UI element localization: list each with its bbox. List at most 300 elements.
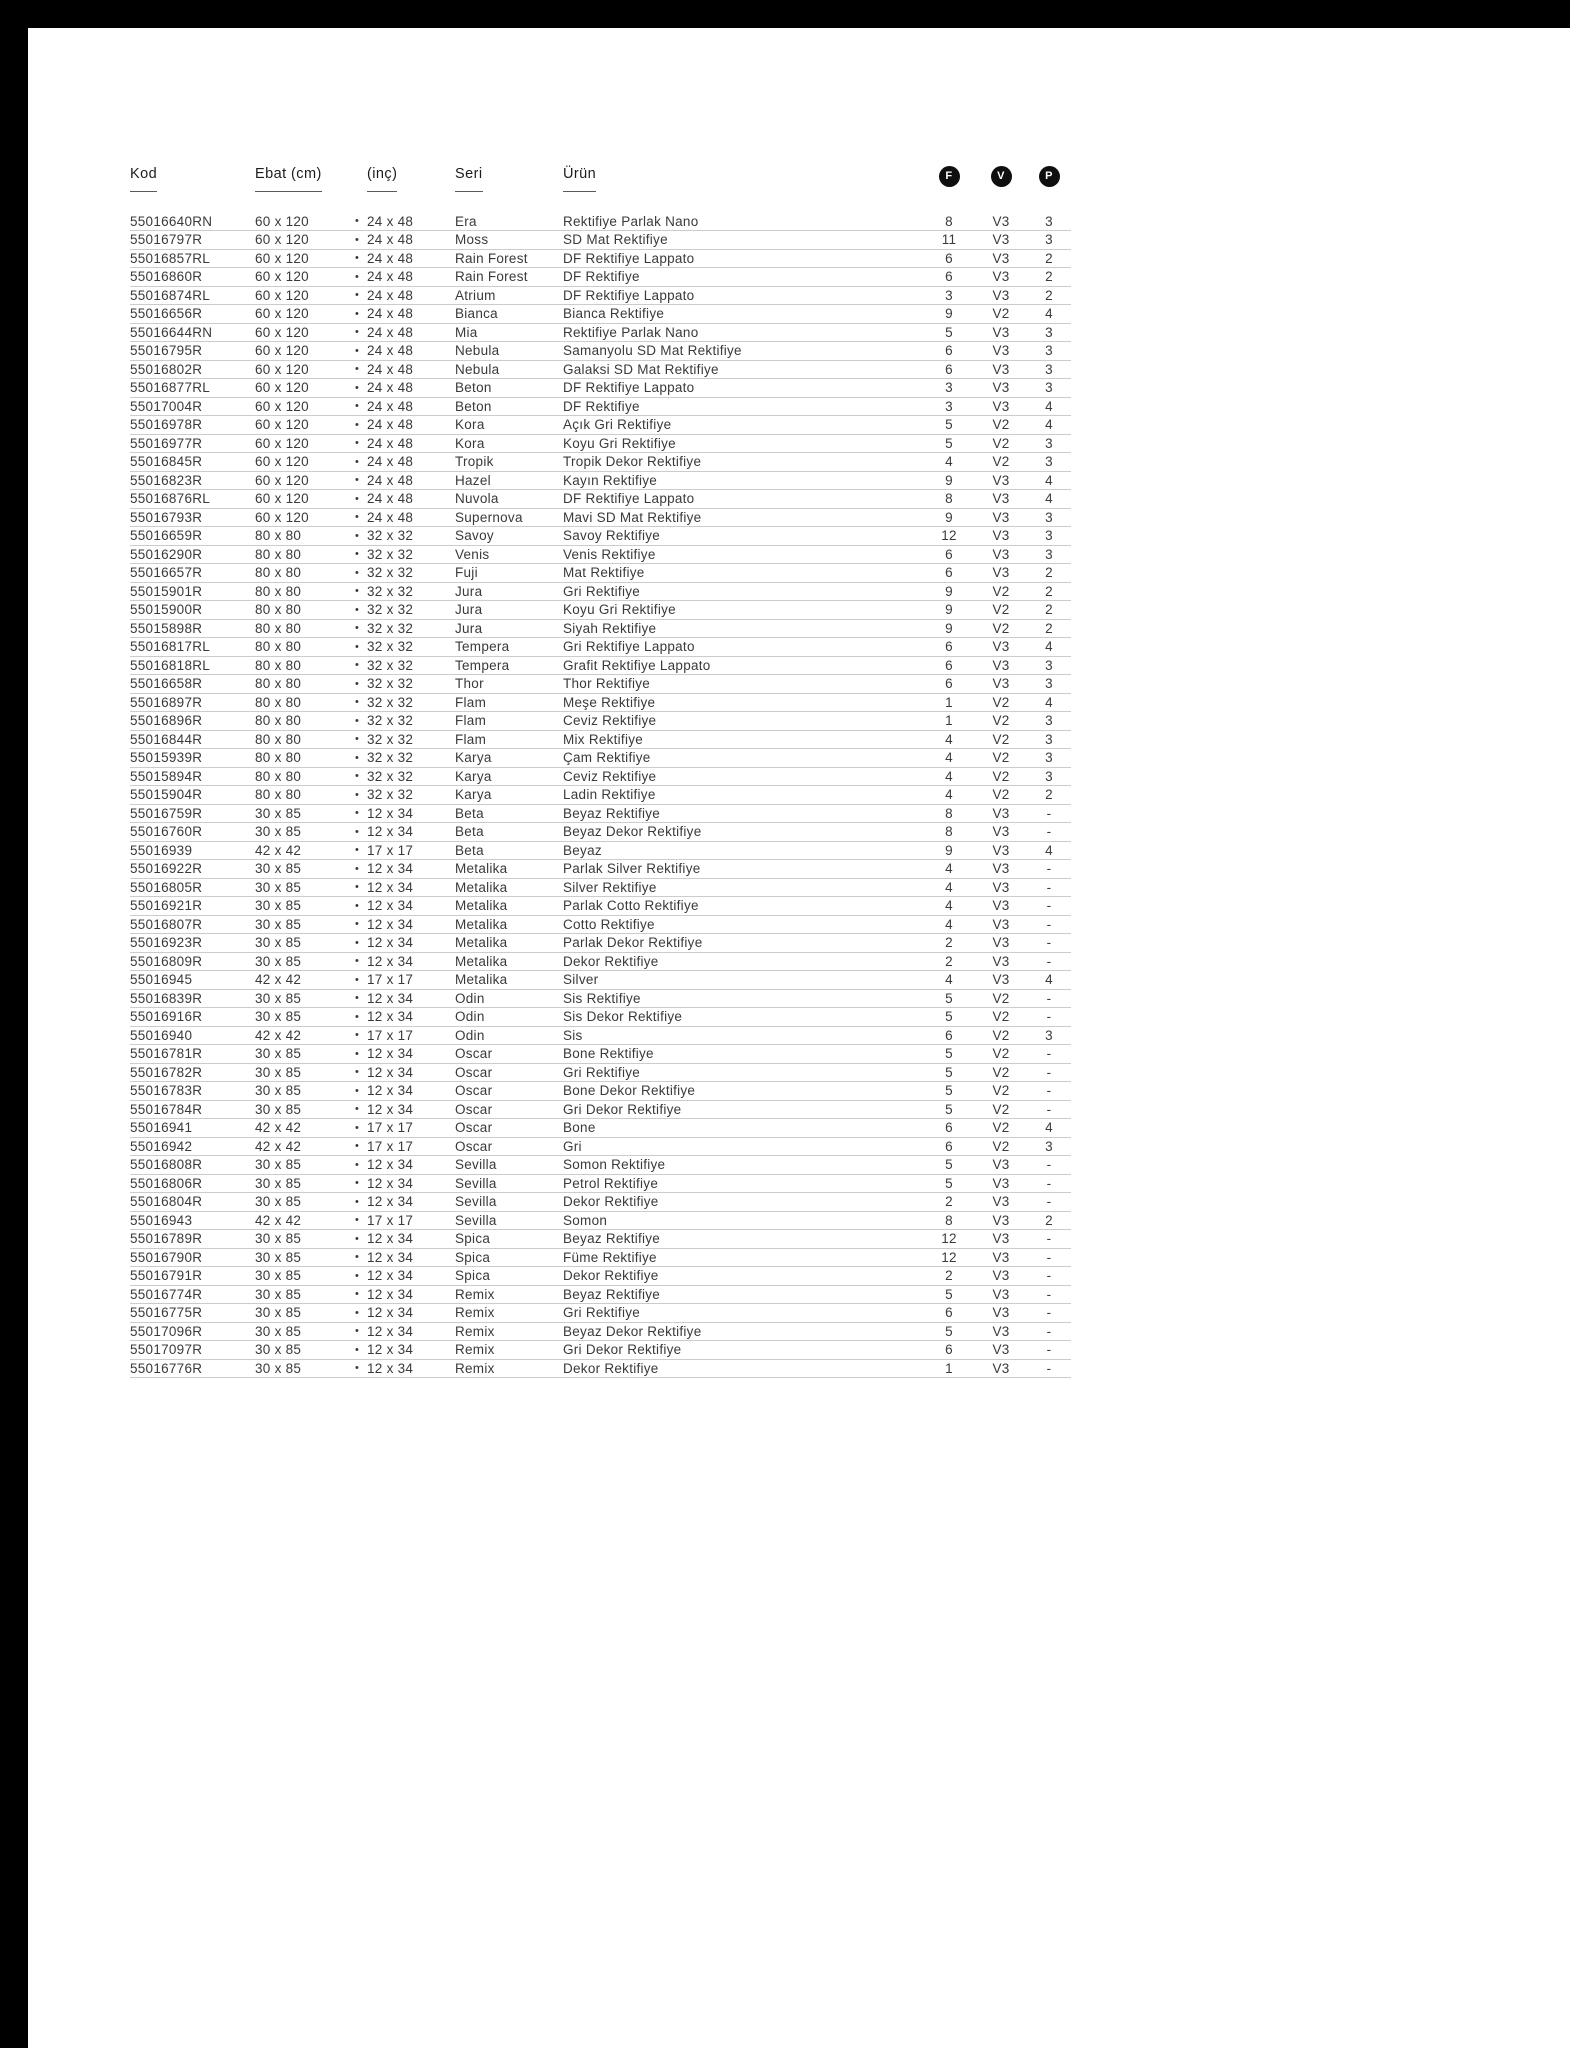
bullet-separator: • xyxy=(347,1285,367,1304)
cell-p-value: - xyxy=(1027,860,1071,879)
table-row xyxy=(130,1230,1071,1249)
table-row xyxy=(130,915,1071,934)
table-row xyxy=(130,508,1071,527)
cell-urun: Thor Rektifiye xyxy=(563,675,923,694)
cell-p-value: - xyxy=(1027,823,1071,842)
cell-urun: Çam Rektifiye xyxy=(563,749,923,768)
cell-seri: Rain Forest xyxy=(455,249,563,268)
cell-v-value: V3 xyxy=(975,915,1027,934)
cell-v-value: V3 xyxy=(975,804,1027,823)
cell-p-value: 3 xyxy=(1027,360,1071,379)
bullet-separator: • xyxy=(347,1267,367,1286)
cell-v-value: V3 xyxy=(975,971,1027,990)
cell-kod: 55016783R xyxy=(130,1082,255,1101)
cell-seri: Beta xyxy=(455,823,563,842)
table-row xyxy=(130,1267,1071,1286)
cell-f-value: 6 xyxy=(923,545,975,564)
bullet-separator: • xyxy=(347,897,367,916)
cell-urun: Siyah Rektifiye xyxy=(563,619,923,638)
cell-ebat-inc: 17 x 17 xyxy=(367,1211,455,1230)
cell-kod: 55016791R xyxy=(130,1267,255,1286)
cell-v-value: V2 xyxy=(975,1119,1027,1138)
cell-kod: 55016644RN xyxy=(130,323,255,342)
cell-f-value: 9 xyxy=(923,508,975,527)
cell-ebat-cm: 80 x 80 xyxy=(255,712,347,731)
cell-v-value: V3 xyxy=(975,638,1027,657)
bullet-separator: • xyxy=(347,1026,367,1045)
bullet-separator: • xyxy=(347,397,367,416)
cell-kod: 55017004R xyxy=(130,397,255,416)
table-row xyxy=(130,527,1071,546)
cell-f-value: 4 xyxy=(923,767,975,786)
cell-v-value: V3 xyxy=(975,1359,1027,1378)
cell-f-value: 9 xyxy=(923,601,975,620)
column-header-seri xyxy=(455,166,563,192)
cell-seri: Tempera xyxy=(455,638,563,657)
bullet-separator: • xyxy=(347,989,367,1008)
v-circle-icon: V xyxy=(991,166,1012,187)
cell-urun: SD Mat Rektifiye xyxy=(563,231,923,250)
cell-ebat-cm: 60 x 120 xyxy=(255,249,347,268)
cell-p-value: 2 xyxy=(1027,619,1071,638)
cell-urun: Gri Rektifiye Lappato xyxy=(563,638,923,657)
cell-f-value: 9 xyxy=(923,619,975,638)
cell-f-value: 4 xyxy=(923,730,975,749)
table-row xyxy=(130,712,1071,731)
cell-urun: Dekor Rektifiye xyxy=(563,1359,923,1378)
cell-ebat-cm: 30 x 85 xyxy=(255,804,347,823)
cell-seri: Sevilla xyxy=(455,1156,563,1175)
cell-ebat-cm: 60 x 120 xyxy=(255,305,347,324)
bullet-separator: • xyxy=(347,841,367,860)
cell-p-value: 3 xyxy=(1027,656,1071,675)
cell-p-value: - xyxy=(1027,1248,1071,1267)
cell-f-value: 3 xyxy=(923,286,975,305)
cell-ebat-cm: 80 x 80 xyxy=(255,767,347,786)
cell-kod: 55016823R xyxy=(130,471,255,490)
cell-ebat-inc: 12 x 34 xyxy=(367,1248,455,1267)
cell-urun: Kayın Rektifiye xyxy=(563,471,923,490)
cell-ebat-inc: 12 x 34 xyxy=(367,860,455,879)
cell-urun: Füme Rektifiye xyxy=(563,1248,923,1267)
header-row xyxy=(130,166,1071,192)
cell-ebat-cm: 80 x 80 xyxy=(255,527,347,546)
cell-urun: Koyu Gri Rektifiye xyxy=(563,601,923,620)
cell-seri: Spica xyxy=(455,1230,563,1249)
cell-p-value: - xyxy=(1027,1359,1071,1378)
cell-ebat-inc: 12 x 34 xyxy=(367,1285,455,1304)
cell-f-value: 4 xyxy=(923,786,975,805)
cell-seri: Tropik xyxy=(455,453,563,472)
cell-seri: Nebula xyxy=(455,342,563,361)
cell-urun: Grafit Rektifiye Lappato xyxy=(563,656,923,675)
cell-ebat-cm: 30 x 85 xyxy=(255,1100,347,1119)
table-row xyxy=(130,305,1071,324)
cell-ebat-inc: 24 x 48 xyxy=(367,212,455,231)
cell-v-value: V3 xyxy=(975,878,1027,897)
cell-urun: Parlak Dekor Rektifiye xyxy=(563,934,923,953)
cell-kod: 55016809R xyxy=(130,952,255,971)
bullet-separator: • xyxy=(347,1211,367,1230)
table-row xyxy=(130,1100,1071,1119)
table-row xyxy=(130,416,1071,435)
catalog-page xyxy=(130,166,1071,1378)
cell-v-value: V3 xyxy=(975,564,1027,583)
cell-ebat-inc: 24 x 48 xyxy=(367,231,455,250)
cell-p-value: - xyxy=(1027,989,1071,1008)
bullet-separator: • xyxy=(347,305,367,324)
cell-seri: Oscar xyxy=(455,1137,563,1156)
cell-v-value: V3 xyxy=(975,656,1027,675)
cell-f-value: 9 xyxy=(923,582,975,601)
table-row xyxy=(130,1119,1071,1138)
table-row xyxy=(130,786,1071,805)
bullet-separator: • xyxy=(347,878,367,897)
cell-v-value: V2 xyxy=(975,1026,1027,1045)
cell-seri: Metalika xyxy=(455,860,563,879)
cell-seri: Venis xyxy=(455,545,563,564)
cell-f-value: 6 xyxy=(923,1119,975,1138)
cell-kod: 55016977R xyxy=(130,434,255,453)
cell-kod: 55016789R xyxy=(130,1230,255,1249)
column-header-f xyxy=(923,166,975,192)
cell-ebat-cm: 30 x 85 xyxy=(255,1285,347,1304)
cell-ebat-cm: 42 x 42 xyxy=(255,1026,347,1045)
cell-v-value: V2 xyxy=(975,749,1027,768)
cell-ebat-cm: 30 x 85 xyxy=(255,1008,347,1027)
page-edge-left xyxy=(0,0,28,2048)
cell-kod: 55015900R xyxy=(130,601,255,620)
bullet-separator: • xyxy=(347,619,367,638)
cell-urun: Bianca Rektifiye xyxy=(563,305,923,324)
cell-p-value: 3 xyxy=(1027,675,1071,694)
cell-seri: Odin xyxy=(455,989,563,1008)
cell-ebat-inc: 12 x 34 xyxy=(367,1100,455,1119)
cell-ebat-inc: 32 x 32 xyxy=(367,693,455,712)
cell-f-value: 8 xyxy=(923,823,975,842)
cell-seri: Atrium xyxy=(455,286,563,305)
column-header-kod-label: Kod xyxy=(130,166,157,192)
cell-f-value: 2 xyxy=(923,1267,975,1286)
cell-urun: DF Rektifiye Lappato xyxy=(563,249,923,268)
table-row xyxy=(130,249,1071,268)
table-row xyxy=(130,693,1071,712)
cell-ebat-inc: 32 x 32 xyxy=(367,564,455,583)
table-row xyxy=(130,582,1071,601)
cell-ebat-inc: 32 x 32 xyxy=(367,601,455,620)
cell-ebat-cm: 60 x 120 xyxy=(255,360,347,379)
table-row xyxy=(130,1045,1071,1064)
cell-ebat-inc: 12 x 34 xyxy=(367,1174,455,1193)
cell-v-value: V2 xyxy=(975,693,1027,712)
cell-kod: 55015904R xyxy=(130,786,255,805)
cell-ebat-cm: 30 x 85 xyxy=(255,1082,347,1101)
cell-p-value: - xyxy=(1027,1008,1071,1027)
table-row xyxy=(130,286,1071,305)
bullet-separator: • xyxy=(347,545,367,564)
cell-urun: Rektifiye Parlak Nano xyxy=(563,212,923,231)
bullet-separator: • xyxy=(347,416,367,435)
cell-kod: 55016640RN xyxy=(130,212,255,231)
cell-ebat-inc: 12 x 34 xyxy=(367,1341,455,1360)
column-header-kod xyxy=(130,166,255,192)
column-header-ebat-label: Ebat (cm) xyxy=(255,166,322,192)
cell-v-value: V3 xyxy=(975,360,1027,379)
cell-v-value: V3 xyxy=(975,545,1027,564)
cell-urun: Gri Dekor Rektifiye xyxy=(563,1100,923,1119)
bullet-separator: • xyxy=(347,434,367,453)
cell-f-value: 6 xyxy=(923,342,975,361)
cell-p-value: 3 xyxy=(1027,342,1071,361)
table-row xyxy=(130,212,1071,231)
cell-ebat-cm: 42 x 42 xyxy=(255,1211,347,1230)
cell-urun: Gri Rektifiye xyxy=(563,582,923,601)
cell-seri: Jura xyxy=(455,601,563,620)
column-header-ebat-inc xyxy=(367,166,455,192)
cell-ebat-inc: 24 x 48 xyxy=(367,342,455,361)
cell-p-value: - xyxy=(1027,1156,1071,1175)
cell-seri: Kora xyxy=(455,434,563,453)
bullet-separator: • xyxy=(347,453,367,472)
cell-v-value: V2 xyxy=(975,1100,1027,1119)
cell-ebat-cm: 30 x 85 xyxy=(255,1341,347,1360)
bullet-separator: • xyxy=(347,934,367,953)
cell-f-value: 8 xyxy=(923,212,975,231)
cell-kod: 55016877RL xyxy=(130,379,255,398)
cell-f-value: 6 xyxy=(923,564,975,583)
cell-kod: 55016921R xyxy=(130,897,255,916)
bullet-separator: • xyxy=(347,342,367,361)
cell-kod: 55016876RL xyxy=(130,490,255,509)
cell-f-value: 1 xyxy=(923,693,975,712)
cell-ebat-cm: 60 x 120 xyxy=(255,379,347,398)
table-row xyxy=(130,1008,1071,1027)
table-row xyxy=(130,619,1071,638)
table-row xyxy=(130,1063,1071,1082)
bullet-separator: • xyxy=(347,1248,367,1267)
cell-p-value: - xyxy=(1027,1304,1071,1323)
bullet-separator: • xyxy=(347,212,367,231)
cell-f-value: 6 xyxy=(923,675,975,694)
cell-ebat-cm: 30 x 85 xyxy=(255,1304,347,1323)
table-row xyxy=(130,1026,1071,1045)
cell-p-value: - xyxy=(1027,1341,1071,1360)
cell-kod: 55016797R xyxy=(130,231,255,250)
cell-seri: Supernova xyxy=(455,508,563,527)
cell-p-value: - xyxy=(1027,1063,1071,1082)
cell-kod: 55016775R xyxy=(130,1304,255,1323)
table-row xyxy=(130,545,1071,564)
bullet-separator: • xyxy=(347,1193,367,1212)
cell-kod: 55017097R xyxy=(130,1341,255,1360)
table-row xyxy=(130,989,1071,1008)
cell-seri: Moss xyxy=(455,231,563,250)
cell-kod: 55016804R xyxy=(130,1193,255,1212)
cell-kod: 55016941 xyxy=(130,1119,255,1138)
cell-ebat-cm: 30 x 85 xyxy=(255,897,347,916)
cell-kod: 55016781R xyxy=(130,1045,255,1064)
cell-urun: Savoy Rektifiye xyxy=(563,527,923,546)
cell-seri: Remix xyxy=(455,1322,563,1341)
cell-urun: Galaksi SD Mat Rektifiye xyxy=(563,360,923,379)
p-circle-icon: P xyxy=(1039,166,1060,187)
cell-v-value: V3 xyxy=(975,1174,1027,1193)
cell-ebat-inc: 12 x 34 xyxy=(367,1359,455,1378)
cell-ebat-inc: 32 x 32 xyxy=(367,619,455,638)
cell-p-value: 3 xyxy=(1027,231,1071,250)
cell-urun: Gri Rektifiye xyxy=(563,1304,923,1323)
cell-p-value: 3 xyxy=(1027,323,1071,342)
cell-ebat-inc: 12 x 34 xyxy=(367,1156,455,1175)
cell-f-value: 4 xyxy=(923,897,975,916)
cell-v-value: V3 xyxy=(975,1230,1027,1249)
cell-v-value: V2 xyxy=(975,1063,1027,1082)
cell-p-value: 3 xyxy=(1027,527,1071,546)
cell-ebat-cm: 80 x 80 xyxy=(255,656,347,675)
bullet-separator: • xyxy=(347,786,367,805)
cell-kod: 55016942 xyxy=(130,1137,255,1156)
cell-p-value: 4 xyxy=(1027,490,1071,509)
cell-v-value: V2 xyxy=(975,767,1027,786)
cell-ebat-cm: 80 x 80 xyxy=(255,564,347,583)
bullet-separator: • xyxy=(347,1100,367,1119)
cell-kod: 55016939 xyxy=(130,841,255,860)
cell-urun: DF Rektifiye Lappato xyxy=(563,490,923,509)
cell-kod: 55016774R xyxy=(130,1285,255,1304)
bullet-separator: • xyxy=(347,1119,367,1138)
cell-kod: 55016790R xyxy=(130,1248,255,1267)
cell-kod: 55016659R xyxy=(130,527,255,546)
cell-v-value: V3 xyxy=(975,860,1027,879)
cell-urun: Koyu Gri Rektifiye xyxy=(563,434,923,453)
table-row xyxy=(130,379,1071,398)
cell-ebat-inc: 32 x 32 xyxy=(367,730,455,749)
bullet-separator: • xyxy=(347,286,367,305)
cell-f-value: 5 xyxy=(923,434,975,453)
cell-v-value: V2 xyxy=(975,601,1027,620)
cell-v-value: V2 xyxy=(975,1137,1027,1156)
cell-seri: Spica xyxy=(455,1267,563,1286)
cell-p-value: 3 xyxy=(1027,453,1071,472)
cell-ebat-inc: 32 x 32 xyxy=(367,749,455,768)
cell-ebat-cm: 60 x 120 xyxy=(255,268,347,287)
cell-urun: Rektifiye Parlak Nano xyxy=(563,323,923,342)
cell-seri: Spica xyxy=(455,1248,563,1267)
cell-kod: 55016845R xyxy=(130,453,255,472)
cell-kod: 55016978R xyxy=(130,416,255,435)
cell-ebat-inc: 12 x 34 xyxy=(367,1063,455,1082)
cell-ebat-inc: 12 x 34 xyxy=(367,1008,455,1027)
cell-f-value: 3 xyxy=(923,397,975,416)
cell-kod: 55016784R xyxy=(130,1100,255,1119)
cell-seri: Metalika xyxy=(455,915,563,934)
cell-seri: Remix xyxy=(455,1304,563,1323)
cell-ebat-inc: 32 x 32 xyxy=(367,786,455,805)
table-row xyxy=(130,1082,1071,1101)
cell-v-value: V3 xyxy=(975,471,1027,490)
cell-f-value: 11 xyxy=(923,231,975,250)
cell-ebat-cm: 42 x 42 xyxy=(255,1137,347,1156)
column-header-v xyxy=(975,166,1027,192)
table-row xyxy=(130,952,1071,971)
cell-v-value: V2 xyxy=(975,619,1027,638)
cell-seri: Era xyxy=(455,212,563,231)
cell-v-value: V3 xyxy=(975,268,1027,287)
bullet-separator: • xyxy=(347,471,367,490)
cell-urun: Dekor Rektifiye xyxy=(563,1193,923,1212)
cell-f-value: 12 xyxy=(923,1230,975,1249)
table-row xyxy=(130,342,1071,361)
cell-v-value: V3 xyxy=(975,1193,1027,1212)
cell-f-value: 12 xyxy=(923,1248,975,1267)
cell-seri: Oscar xyxy=(455,1100,563,1119)
cell-urun: Beyaz Rektifiye xyxy=(563,1285,923,1304)
cell-kod: 55016923R xyxy=(130,934,255,953)
cell-p-value: 3 xyxy=(1027,434,1071,453)
cell-seri: Metalika xyxy=(455,952,563,971)
bullet-separator: • xyxy=(347,749,367,768)
table-row xyxy=(130,730,1071,749)
table-row xyxy=(130,1341,1071,1360)
f-circle-icon: F xyxy=(939,166,960,187)
cell-ebat-inc: 12 x 34 xyxy=(367,989,455,1008)
table-row xyxy=(130,749,1071,768)
cell-ebat-inc: 32 x 32 xyxy=(367,712,455,731)
cell-ebat-cm: 60 x 120 xyxy=(255,323,347,342)
cell-f-value: 6 xyxy=(923,638,975,657)
cell-p-value: - xyxy=(1027,1100,1071,1119)
cell-ebat-inc: 24 x 48 xyxy=(367,305,455,324)
table-row xyxy=(130,397,1071,416)
cell-seri: Tempera xyxy=(455,656,563,675)
cell-seri: Kora xyxy=(455,416,563,435)
cell-ebat-cm: 60 x 120 xyxy=(255,397,347,416)
cell-seri: Mia xyxy=(455,323,563,342)
cell-ebat-cm: 30 x 85 xyxy=(255,989,347,1008)
cell-ebat-inc: 12 x 34 xyxy=(367,1082,455,1101)
cell-p-value: 3 xyxy=(1027,508,1071,527)
cell-seri: Odin xyxy=(455,1008,563,1027)
cell-v-value: V3 xyxy=(975,1304,1027,1323)
cell-f-value: 4 xyxy=(923,749,975,768)
table-row xyxy=(130,323,1071,342)
bullet-separator: • xyxy=(347,508,367,527)
cell-p-value: 2 xyxy=(1027,564,1071,583)
cell-ebat-cm: 30 x 85 xyxy=(255,1359,347,1378)
cell-f-value: 12 xyxy=(923,527,975,546)
cell-f-value: 6 xyxy=(923,1137,975,1156)
cell-p-value: 2 xyxy=(1027,268,1071,287)
cell-seri: Sevilla xyxy=(455,1174,563,1193)
cell-ebat-inc: 24 x 48 xyxy=(367,397,455,416)
bullet-separator: • xyxy=(347,915,367,934)
table-row xyxy=(130,656,1071,675)
cell-kod: 55016805R xyxy=(130,878,255,897)
cell-ebat-cm: 30 x 85 xyxy=(255,1230,347,1249)
cell-kod: 55016776R xyxy=(130,1359,255,1378)
cell-v-value: V3 xyxy=(975,1341,1027,1360)
cell-f-value: 5 xyxy=(923,1285,975,1304)
cell-urun: Petrol Rektifiye xyxy=(563,1174,923,1193)
cell-v-value: V3 xyxy=(975,397,1027,416)
cell-ebat-cm: 80 x 80 xyxy=(255,545,347,564)
cell-f-value: 3 xyxy=(923,379,975,398)
cell-ebat-cm: 30 x 85 xyxy=(255,1322,347,1341)
table-row xyxy=(130,490,1071,509)
cell-ebat-inc: 12 x 34 xyxy=(367,823,455,842)
cell-v-value: V2 xyxy=(975,453,1027,472)
cell-kod: 55016844R xyxy=(130,730,255,749)
